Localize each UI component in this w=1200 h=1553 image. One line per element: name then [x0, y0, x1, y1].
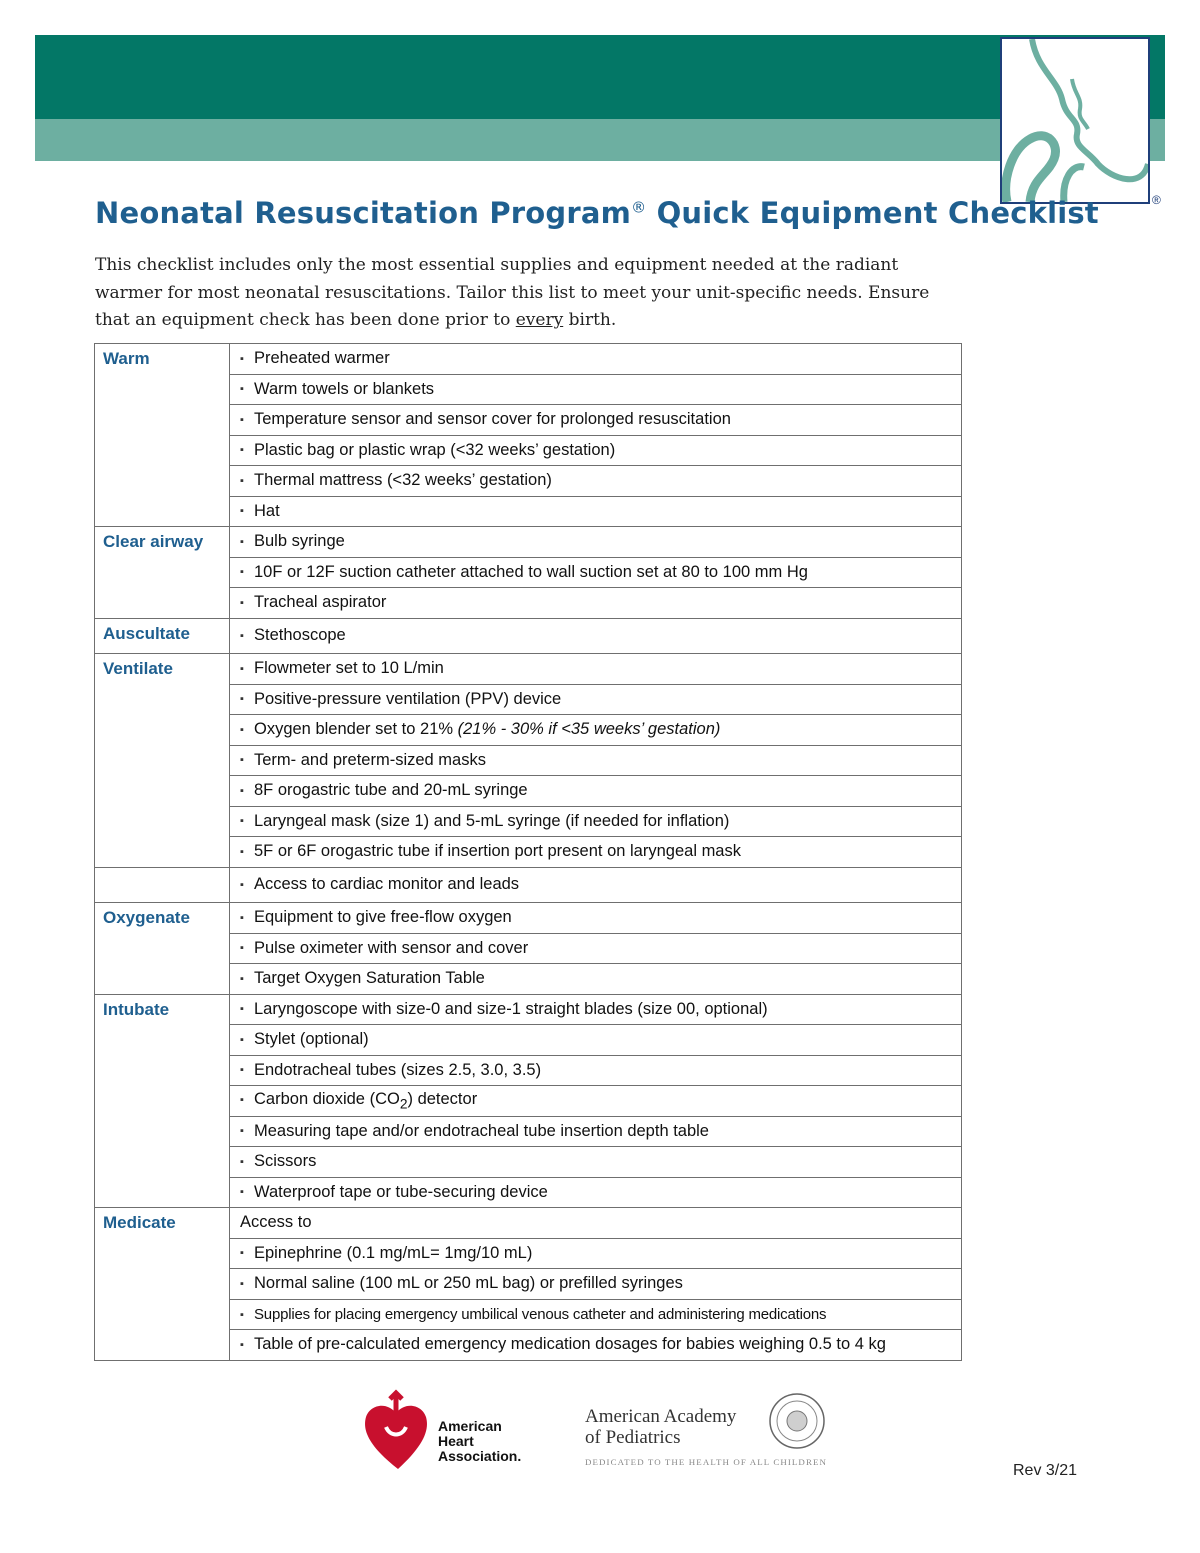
- bullet-icon: ▪: [240, 1093, 244, 1106]
- bullet-icon: ▪: [240, 1308, 244, 1321]
- checklist-item: [230, 1025, 962, 1056]
- checklist-item: [230, 557, 962, 588]
- item-text: Positive-pressure ventilation (PPV) device: [254, 689, 562, 708]
- item-text: Measuring tape and/or endotracheal tube insertion depth table: [254, 1121, 709, 1140]
- aha-name-line3: Association.: [438, 1448, 522, 1464]
- checklist-item: [230, 684, 962, 715]
- bullet-icon: ▪: [240, 383, 244, 396]
- item-text: Stylet (optional): [254, 1030, 369, 1049]
- checklist-item: [230, 715, 962, 746]
- category-clear-airway: Clear airway: [95, 527, 230, 619]
- item-text: Table of pre-calculated emergency medication dosages for babies weighing 0.5 to 4 kg: [254, 1335, 886, 1354]
- intro-paragraph: [95, 252, 945, 335]
- item-text: 10F or 12F suction catheter attached to wall suction set at 80 to 100 mm Hg: [254, 562, 808, 581]
- aap-logo: [585, 1394, 827, 1467]
- checklist-item: [230, 466, 962, 497]
- equipment-checklist-table: [94, 343, 962, 1361]
- intro-underlined: every: [515, 310, 564, 330]
- category-oxygenate: Oxygenate: [95, 903, 230, 995]
- bullet-icon: ▪: [240, 1003, 244, 1016]
- bullet-icon: ▪: [240, 693, 244, 706]
- table-row: [95, 903, 962, 934]
- item-text: Carbon dioxide (CO: [254, 1090, 400, 1109]
- bullet-icon: ▪: [240, 566, 244, 579]
- checklist-item: [230, 867, 962, 903]
- checklist-item: [230, 1116, 962, 1147]
- checklist-item: [230, 1055, 962, 1086]
- bullet-icon: ▪: [240, 352, 244, 365]
- bullet-icon: ▪: [240, 1064, 244, 1077]
- checklist-item: [230, 435, 962, 466]
- category-warm: Warm: [95, 344, 230, 527]
- item-text: Term- and preterm-sized masks: [254, 750, 486, 769]
- bullet-icon: ▪: [240, 1247, 244, 1260]
- checklist-item: [230, 903, 962, 934]
- bullet-icon: ▪: [240, 845, 244, 858]
- checklist-item: [230, 374, 962, 405]
- item-text: Bulb syringe: [254, 532, 345, 551]
- bullet-icon: ▪: [240, 942, 244, 955]
- item-text: Hat: [254, 501, 280, 520]
- title-main: Neonatal Resuscitation Program: [95, 196, 632, 230]
- bullet-icon: ▪: [240, 629, 244, 642]
- item-text: Access to cardiac monitor and leads: [254, 875, 520, 894]
- bullet-icon: ▪: [240, 596, 244, 609]
- checklist-item: [230, 745, 962, 776]
- title-registered: ®: [631, 198, 647, 217]
- checklist-item: [230, 588, 962, 619]
- item-text: 5F or 6F orogastric tube if insertion port present on laryngeal mask: [254, 842, 741, 861]
- item-text: Epinephrine (0.1 mg/mL= 1mg/10 mL): [254, 1243, 533, 1262]
- bullet-icon: ▪: [240, 413, 244, 426]
- revision-label: Rev 3/21: [1013, 1462, 1078, 1479]
- item-text: Preheated warmer: [254, 349, 390, 368]
- title-rest: Quick Equipment Checklist: [646, 196, 1099, 230]
- bullet-icon: ▪: [240, 754, 244, 767]
- checklist-item: [230, 654, 962, 685]
- aha-name-line1: American: [438, 1418, 502, 1434]
- aha-logo: [365, 1393, 521, 1469]
- page-title: [95, 196, 1099, 230]
- bullet-icon: ▪: [240, 1033, 244, 1046]
- checklist-item: [230, 1269, 962, 1300]
- table-row: [95, 618, 962, 654]
- bullet-icon: ▪: [240, 444, 244, 457]
- bullet-icon: ▪: [240, 972, 244, 985]
- checklist-item: [230, 1147, 962, 1178]
- aap-name-line1: American Academy: [585, 1406, 737, 1427]
- item-text: ) detector: [407, 1090, 478, 1109]
- bullet-icon: ▪: [240, 723, 244, 736]
- partner-logos: [360, 1385, 840, 1475]
- bullet-icon: ▪: [240, 662, 244, 675]
- table-row: [95, 527, 962, 558]
- category-medicate: Medicate: [95, 1208, 230, 1361]
- item-text: Target Oxygen Saturation Table: [254, 969, 485, 988]
- nrp-logo: [1000, 37, 1150, 204]
- item-text: Plastic bag or plastic wrap (<32 weeks’ gestation): [254, 440, 616, 459]
- nrp-logo-icon: [1002, 39, 1148, 202]
- item-text: Laryngeal mask (size 1) and 5-mL syringe (if needed for inflation): [254, 811, 730, 830]
- item-text-italic: (21% - 30% if <35 weeks’ gestation): [457, 720, 721, 739]
- item-text: Normal saline (100 mL or 250 mL bag) or prefilled syringes: [254, 1274, 683, 1293]
- item-text: Supplies for placing emergency umbilical venous catheter and administering medications: [254, 1305, 827, 1323]
- table-row: [95, 654, 962, 685]
- bullet-icon: ▪: [240, 1338, 244, 1351]
- item-text: Warm towels or blankets: [254, 379, 435, 398]
- category-ventilate: Ventilate: [95, 654, 230, 868]
- checklist-item: [230, 964, 962, 995]
- category-intubate: Intubate: [95, 994, 230, 1208]
- item-text: Access to: [240, 1213, 312, 1232]
- checklist-item: [230, 496, 962, 527]
- table-row: [95, 994, 962, 1025]
- item-text: Pulse oximeter with sensor and cover: [254, 938, 529, 957]
- bullet-icon: ▪: [240, 1125, 244, 1138]
- item-text: Laryngoscope with size-0 and size-1 straight blades (size 00, optional): [254, 999, 768, 1018]
- item-subscript: 2: [399, 1096, 408, 1112]
- logo-registered-mark: ®: [1152, 193, 1161, 207]
- checklist-item: [230, 1299, 962, 1330]
- header-band-dark: [35, 35, 1165, 119]
- category-empty: [95, 867, 230, 903]
- intro-part2: birth.: [563, 310, 617, 330]
- table-row: [95, 344, 962, 375]
- header-band-light: [35, 119, 1165, 161]
- aap-tagline: DEDICATED TO THE HEALTH OF ALL CHILDREN: [585, 1458, 827, 1467]
- bullet-icon: ▪: [240, 784, 244, 797]
- bullet-icon: ▪: [240, 474, 244, 487]
- checklist-item: [230, 344, 962, 375]
- checklist-item: [230, 1177, 962, 1208]
- bullet-icon: ▪: [240, 815, 244, 828]
- checklist-item: [230, 1086, 962, 1117]
- item-text: Scissors: [254, 1152, 317, 1171]
- bullet-icon: ▪: [240, 1155, 244, 1168]
- checklist-item: [230, 1208, 962, 1239]
- item-text: Endotracheal tubes (sizes 2.5, 3.0, 3.5): [254, 1060, 542, 1079]
- bullet-icon: ▪: [240, 535, 244, 548]
- checklist-item: [230, 994, 962, 1025]
- bullet-icon: ▪: [240, 1186, 244, 1199]
- item-text: Stethoscope: [254, 626, 346, 645]
- item-text: Waterproof tape or tube-securing device: [254, 1182, 548, 1201]
- item-text: Equipment to give free-flow oxygen: [254, 908, 512, 927]
- checklist-item: [230, 618, 962, 654]
- item-text: Temperature sensor and sensor cover for prolonged resuscitation: [254, 410, 731, 429]
- aha-name-line2: Heart: [438, 1433, 474, 1449]
- footer-logos: [360, 1385, 840, 1475]
- heart-icon: [365, 1406, 427, 1469]
- item-text: 8F orogastric tube and 20-mL syringe: [254, 781, 528, 800]
- table-row: [95, 1208, 962, 1239]
- intro-part1: This checklist includes only the most essential supplies and equipment needed at the radiant warmer for most neonatal resuscitations. Tailor this list to meet your unit-specific needs. Ensure that an equipment check has been done prior to: [95, 255, 930, 330]
- checklist-item: [230, 1330, 962, 1361]
- checklist-item: [230, 776, 962, 807]
- table-row: [95, 867, 962, 903]
- category-auscultate: Auscultate: [95, 618, 230, 654]
- bullet-icon: ▪: [240, 505, 244, 518]
- item-text: Flowmeter set to 10 L/min: [254, 659, 444, 678]
- checklist-item: [230, 933, 962, 964]
- item-text: Thermal mattress (<32 weeks’ gestation): [254, 471, 552, 490]
- item-text: Oxygen blender set to 21%: [254, 720, 458, 739]
- bullet-icon: ▪: [240, 878, 244, 891]
- checklist-item: [230, 1238, 962, 1269]
- checklist-item: [230, 405, 962, 436]
- checklist-item: [230, 837, 962, 868]
- bullet-icon: ▪: [240, 1277, 244, 1290]
- bullet-icon: ▪: [240, 911, 244, 924]
- checklist-item: [230, 527, 962, 558]
- item-text: Tracheal aspirator: [254, 593, 387, 612]
- checklist-item: [230, 806, 962, 837]
- aap-name-line2: of Pediatrics: [585, 1427, 681, 1448]
